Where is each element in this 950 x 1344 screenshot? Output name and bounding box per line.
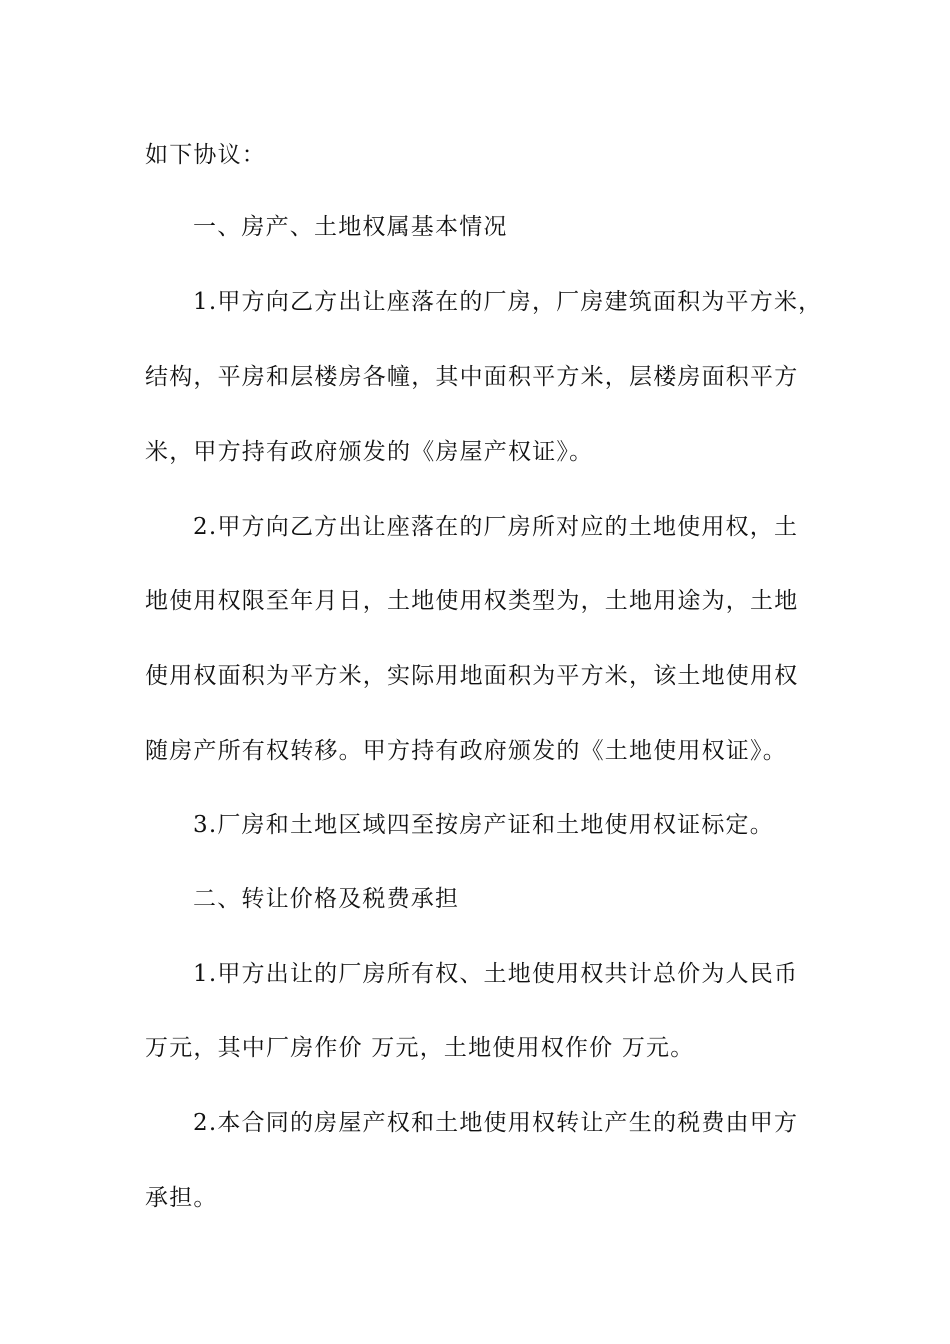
paragraph-2-2-line-2: 承担。 [145, 1185, 218, 1211]
paragraph-2-1-line-1: 1.甲方出让的厂房所有权、土地使用权共计总价为人民币 [193, 961, 799, 987]
paragraph-1-3: 3.厂房和土地区域四至按房产证和土地使用权证标定。 [193, 812, 774, 838]
paragraph-1-2-line-1: 2.甲方向乙方出让座落在的厂房所对应的土地使用权，土 [193, 514, 799, 540]
paragraph-1-2-line-3: 使用权面积为平方米，实际用地面积为平方米，该土地使用权 [145, 663, 799, 689]
paragraph-2-2-line-1: 2.本合同的房屋产权和土地使用权转让产生的税费由甲方 [193, 1110, 799, 1136]
paragraph-1-1-line-3: 米，甲方持有政府颁发的《房屋产权证》。 [145, 439, 594, 465]
paragraph-2-1-line-2: 万元，其中厂房作价 万元，土地使用权作价 万元。 [145, 1035, 695, 1061]
paragraph-1-2-line-2: 地使用权限至年月日，土地使用权类型为，土地用途为，土地 [145, 588, 799, 614]
text-line-intro: 如下协议： [145, 142, 266, 168]
section-heading-1: 一、房产、土地权属基本情况 [193, 214, 508, 240]
paragraph-1-1-line-1: 1.甲方向乙方出让座落在的厂房，厂房建筑面积为平方米， [193, 289, 823, 315]
section-heading-2: 二、转让价格及税费承担 [193, 886, 460, 912]
paragraph-1-2-line-4: 随房产所有权转移。甲方持有政府颁发的《土地使用权证》。 [145, 738, 787, 764]
paragraph-1-1-line-2: 结构，平房和层楼房各幢，其中面积平方米，层楼房面积平方 [145, 364, 799, 390]
